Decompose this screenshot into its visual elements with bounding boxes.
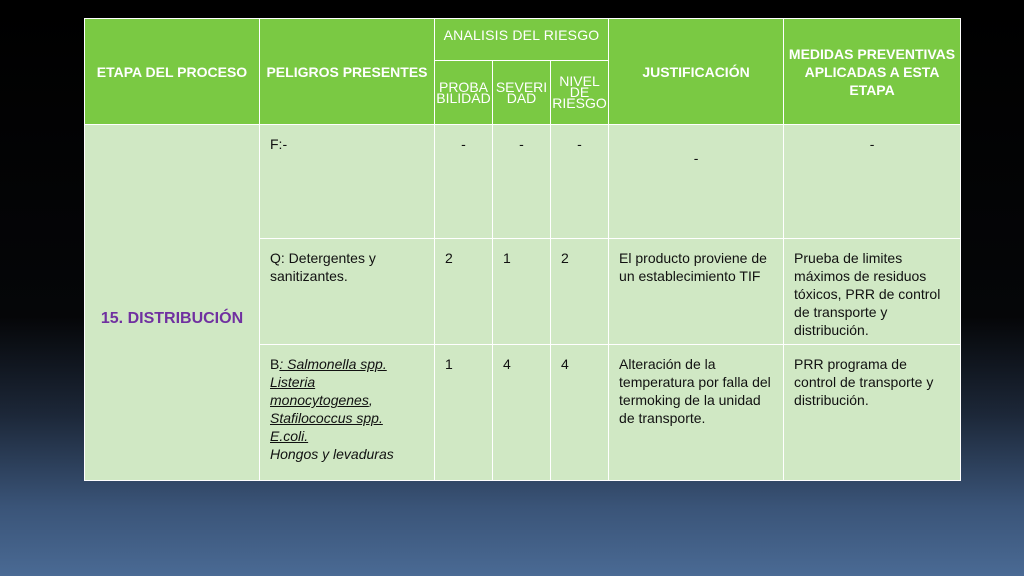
- nivel-cell: [551, 239, 609, 345]
- header-peligros: [260, 19, 435, 125]
- severidad-cell: [493, 345, 551, 481]
- justificacion-cell: [609, 125, 784, 239]
- medidas-cell: [784, 125, 961, 239]
- header-peligros-label: PELIGROS PRESENTES: [266, 63, 428, 80]
- hazard-line: monocytogenes: [270, 392, 369, 408]
- header-analisis: [435, 19, 609, 61]
- nivel-value: -: [577, 136, 582, 152]
- severidad-value: 4: [503, 356, 511, 372]
- justificacion-text: Alteración de la temperatura por falla del termoking de la unidad de transporte.: [619, 356, 771, 426]
- medidas-text: Prueba de limites máximos de residuos tóxicos, PRR de control de transporte y distribución.: [794, 250, 941, 338]
- probabilidad-cell: [435, 345, 493, 481]
- header-nivel-label: NIVEL DE RIESGO: [552, 73, 607, 111]
- header-justificacion-label: JUSTIFICACIÓN: [642, 63, 750, 80]
- hazard-line: : Salmonella spp.: [279, 356, 387, 372]
- probabilidad-value: 1: [445, 356, 453, 372]
- header-analisis-label: ANALISIS DEL RIESGO: [443, 27, 600, 43]
- severidad-cell: [493, 125, 551, 239]
- justificacion-text: El producto proviene de un establecimiento TIF: [619, 250, 767, 284]
- hazard-prefix: B: [270, 356, 280, 372]
- severidad-value: 1: [503, 250, 511, 266]
- justificacion-cell: [609, 239, 784, 345]
- hazard-line: E.coli.: [270, 428, 309, 444]
- header-medidas-label: MEDIDAS PREVENTIVAS APLICADAS A ESTA ETAPA: [788, 45, 956, 98]
- probabilidad-cell: [435, 125, 493, 239]
- nivel-value: 2: [561, 250, 569, 266]
- nivel-value: 4: [561, 356, 569, 372]
- hazard-cell: [260, 345, 435, 481]
- header-medidas: [784, 19, 961, 125]
- probabilidad-value: -: [461, 136, 466, 152]
- stage-label: 15. DISTRIBUCIÓN: [100, 309, 244, 327]
- hazard-text: Q: Detergentes y sanitizantes.: [270, 250, 376, 284]
- medidas-text: PRR programa de control de transporte y distribución.: [794, 356, 934, 408]
- header-probabilidad-label: PROBA BILIDAD: [436, 78, 491, 106]
- header-severidad: [493, 61, 551, 125]
- medidas-text: -: [869, 136, 875, 152]
- header-nivel: [551, 61, 609, 125]
- hazard-analysis-table: [84, 18, 961, 481]
- justificacion-cell: [609, 345, 784, 481]
- table-row: [85, 125, 961, 239]
- header-justificacion: [609, 19, 784, 125]
- probabilidad-value: 2: [445, 250, 453, 266]
- severidad-cell: [493, 239, 551, 345]
- nivel-cell: [551, 125, 609, 239]
- hazard-line: ,: [368, 392, 373, 408]
- medidas-cell: [784, 239, 961, 345]
- hazard-cell: [260, 239, 435, 345]
- justificacion-text: -: [693, 150, 699, 166]
- hazard-line: Hongos y levaduras: [270, 446, 394, 462]
- probabilidad-cell: [435, 239, 493, 345]
- hazard-text: F:-: [270, 136, 288, 152]
- header-etapa-label: ETAPA DEL PROCESO: [96, 63, 248, 80]
- hazard-line: Listeria: [270, 374, 316, 390]
- hazard-text: [260, 345, 434, 463]
- stage-cell: [85, 125, 260, 481]
- header-severidad-label: SEVERI DAD: [495, 78, 548, 106]
- header-etapa: [85, 19, 260, 125]
- severidad-value: -: [519, 136, 524, 152]
- hazard-line: Stafilococcus spp.: [270, 410, 383, 426]
- nivel-cell: [551, 345, 609, 481]
- header-probabilidad: [435, 61, 493, 125]
- medidas-cell: [784, 345, 961, 481]
- hazard-cell: [260, 125, 435, 239]
